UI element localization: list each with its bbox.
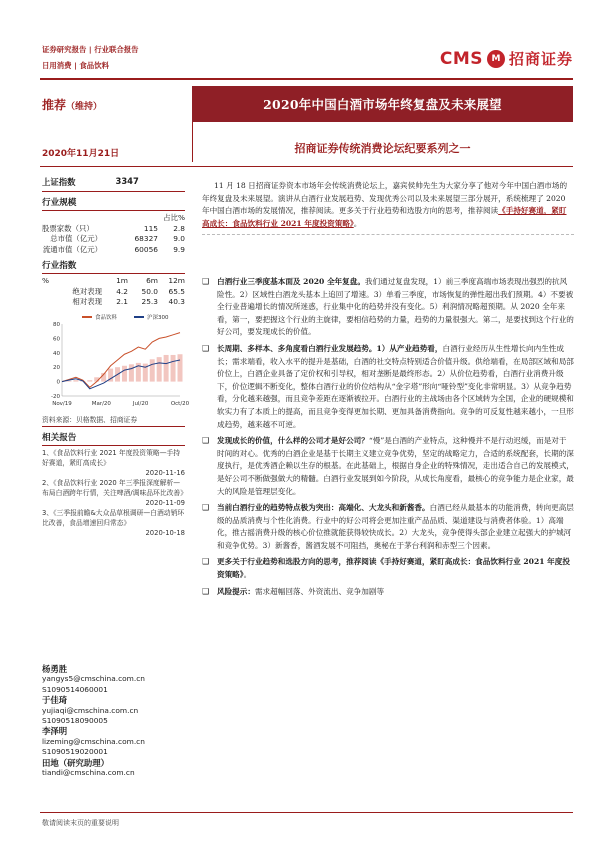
perf-title: 行业指数: [42, 259, 185, 274]
report-title: 2020年中国白酒市场年终复盘及未来展望: [192, 86, 573, 122]
analyst-email[interactable]: tiandi@cmschina.com.cn: [42, 768, 135, 778]
analyst-id: S1090519020001: [42, 747, 108, 757]
index-chart-svg: [42, 312, 190, 412]
analyst-email[interactable]: lizeming@cmschina.com.cn: [42, 736, 145, 746]
cms-seal-icon: M: [487, 50, 505, 68]
y-tick-label: 0: [56, 379, 60, 386]
x-tick-label: Jul/20: [132, 400, 149, 407]
analyst-email[interactable]: yangys5@cmschina.com.cn: [42, 674, 145, 684]
related-item[interactable]: 3、《三季报前瞻&大众品草根调研—白酒动销环比改善，食品增速回归常态》 2020-10-18: [42, 508, 185, 537]
bullet-item: ❑ 发现成长的价值，什么样的公司才是好公司？“慢”是白酒的产业特点，这种慢并不是行动迟缓，而是对于时间的对心。优秀的白酒企业是基于长期主义建立竞争优势，坚定的战略定力，合适的系统配套，长期的深度执行，是优秀酒企赖以生存的根基。在此基础上，根据自身企业的特殊情况，走出适合自己的发展模式，是好公司不断做强做大的精髓。白酒行业发展到如今阶段，从成长角度看，最核心的竞争能力是企业家，最大的风险是管理层变化。: [202, 436, 574, 496]
header-divider: [40, 78, 573, 80]
y-tick-label: 20: [53, 364, 60, 371]
scale-title: 行业规模: [42, 196, 185, 211]
related-title: 相关报告: [42, 431, 185, 446]
y-tick-label: 80: [53, 321, 60, 328]
related-item[interactable]: 1、《食品饮料行业 2021 年度投资策略—手持好赛道，紧盯高成长》 2020-11-16: [42, 448, 185, 477]
cms-logo: CMS M 招商证券: [439, 48, 573, 69]
footer-note: 敬请阅读末页的重要说明: [42, 819, 119, 827]
x-tick-label: Nov/19: [52, 400, 72, 407]
legend-label: 沪深300: [147, 314, 169, 321]
analyst-id: S1090514060001: [42, 684, 108, 694]
analyst-name: 田地（研究助理）: [42, 757, 109, 768]
perf-table: % 1m 6m 12m 绝对表现 4.2 50.0 65.5 相对表现 2.1 25.3 40.3: [42, 276, 185, 306]
x-tick-label: Mar/20: [91, 400, 111, 407]
analyst-email[interactable]: yujiaqi@cmschina.com.cn: [42, 705, 139, 715]
y-tick-label: 40: [53, 350, 60, 357]
sidebar: 上证指数 3347 行业规模 占比% 股票家数（只） 115 2.8 总市值（亿元） 68327 9.0 流通市值（亿元） 60056 9.9 行业指数 % 1m 6m 12m 绝对表现 4.2 50.0 65.5 相对表现 2.1 25.3 40.3 80 60 40 20 0 -20 Nov/19 Mar/20 Jul/20 Oct/20 食品饮料 沪深300 资料来源：贝格数据、招商证券 相关报告 1、《食品饮料行业 2021 年度投资策略—手持好赛道，紧盯高成长》 2020-11-16 2、《食品饮料行业 2020 年三季报深度解析—布局白酒跨年行情，关注啤酒/调味品环比改善》 2020-11-09 3、《三季报前瞻&大众品草根调研—白酒动销环比改善，食品增速回归常态》 2020-10-18: [42, 176, 190, 537]
rating: 推荐（维持）: [42, 98, 103, 112]
report-subtitle: 招商证券传统消费论坛纪要系列之一: [294, 142, 471, 155]
y-tick-label: 60: [53, 335, 60, 342]
bullet-list: [202, 276, 574, 598]
index-row: 上证指数 3347: [42, 176, 185, 192]
analyst-name: 杨勇胜: [42, 664, 68, 674]
bullet-item[interactable]: ❑ 更多关于行业趋势和选股方向的思考，推荐阅读《手持好赛道，紧盯高成长：食品饮料行业 2021 年度投资策略》。: [202, 557, 570, 580]
industry-tag: 日用消费 | 食品饮料: [42, 61, 109, 70]
series-line: [62, 332, 180, 387]
bullet-item: ❑ 风险提示：需求超幅回落、外资流出、竞争加剧等: [202, 586, 385, 596]
series-line: [62, 360, 180, 389]
intro-paragraph: 11 月 18 日招商证券资本市场年会传统消费论坛上，嘉宾侯帅先生为大家分享了他对今年中国白酒市场的年终复盘及未来展望。演讲从白酒行业发展趋势、发现优秀公司以及未来展望三部分展开，系统梳理了 2020 年中国白酒市场的发展情况，推荐阅读。更多关于行业趋势和选股方向的思考，推荐阅读《手持好赛道，紧盯高成长：食品饮料行业 2021 年度投资策略》。: [202, 180, 574, 235]
y-tick-label: -20: [51, 393, 60, 400]
report-date: 2020年11月21日: [42, 149, 120, 159]
analyst-name: 李泽明: [42, 726, 68, 737]
bullet-item: ❑ 白酒行业三季度基本面及 2020 全年复盘。我们通过复盘发现，1）前三季度高端市场表现出强烈的抗风险性。2）区域性白酒龙头基本上追回了增速。3）单看三季度，市场恢复的弹性超出我们预期。4）不要被全行业普遍增长的情况所迷惑，行业集中化的趋势并没有变化。5）利润情况略超预期。从 2020 全年来看，第一，要把握这个行业的主旋律，要相信趋势的力量，趋势的力量很强大。第二，是要找到这个行业的好公司，要发现成长的价值。: [202, 277, 574, 337]
x-tick-label: Oct/20: [170, 400, 190, 407]
scale-table: 股票家数（只） 115 2.8 总市值（亿元） 68327 9.0 流通市值（亿元） 60056 9.9: [42, 223, 185, 254]
bullet-item: ❑ 当前白酒行业的趋势特点极为突出：高端化、大龙头和新酱香。白酒已经从最基本的功能消费，转向更高层级的品质消费与个性化消费。行业中的好公司将会更加注重产品品质、渠道建设与消费者体验。1）高端化，推古摇消费升级的核心价位推就能获得较快成长。2）大龙头，竞争使得头部企业建立起强大的护城河和竞争优势。3）新酱香，酱酒发展不可阻挡，奥秘在于茅台利润和赤型三个因素。: [202, 503, 574, 550]
legend-label: 食品饮料: [95, 314, 118, 321]
analyst-list: [42, 664, 185, 778]
analyst-name: 于佳琦: [42, 695, 68, 706]
related-list: [42, 448, 188, 538]
chart-source: 资料来源：贝格数据、招商证券: [42, 414, 185, 427]
intro-link[interactable]: 《手持好赛道，紧盯高成长：食品饮料行业 2021 年度投资策略》: [202, 206, 567, 228]
bullet-item: ❑ 长周期、多样本、多角度看白酒行业发展趋势。1）从产业趋势看，白酒行业经历从生性增长向内生性成长；需求端看，收入水平的提升是基础，白酒的社交特点特别适合价值升级。供给端看，在局部区域和局部价位上，白酒企业具备了定价权和引导权，相对垄断是最终形态。2）从价位趋势看，白酒行业消费升级下，价位逻辑不断变化，整体白酒行业的价位结构从“金字塔”形向“哑铃型”变化非常明显。3）从竞争趋势看，分化越来越强，而且竞争差距在逐渐被拉开。白酒行业的主战场由各个区域转为全国，企业的硬规模和软实力有了本质上的提高，而且竞争变得更加长期、更加具备消费指向。竞争的可反复性越来越小，一旦形成趋势，越来越不可逆。: [202, 343, 574, 429]
related-item[interactable]: 2、《食品饮料行业 2020 年三季报深度解析—布局白酒跨年行情，关注啤酒/调味品环比改善》 2020-11-09: [42, 478, 188, 507]
analyst-id: S1090518090005: [42, 716, 108, 726]
report-type: 证券研究报告 | 行业联合报告: [42, 45, 139, 54]
index-chart: [42, 312, 190, 412]
